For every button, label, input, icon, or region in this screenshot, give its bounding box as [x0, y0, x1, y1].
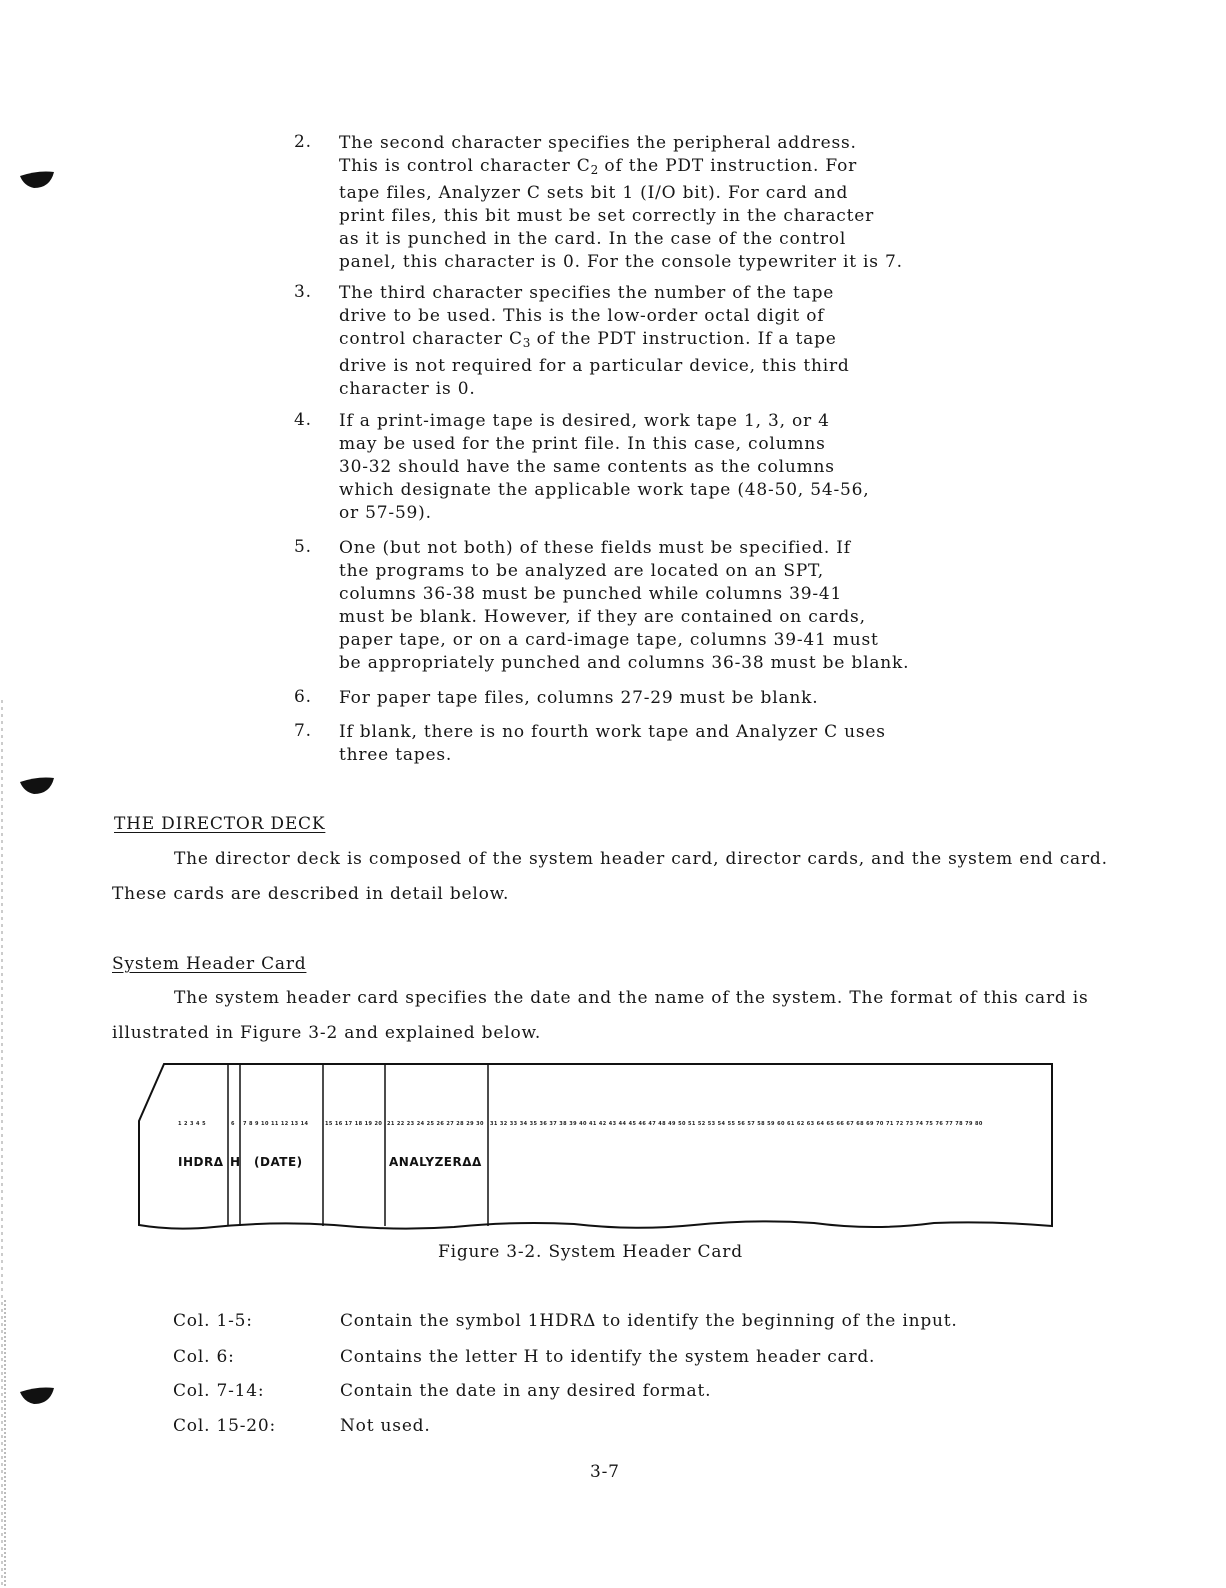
punched-card-figure	[134, 1061, 1056, 1236]
director-deck-paragraph: The director deck is composed of the system header card, director cards, and the system end card. These cards are described in detail below.	[112, 849, 1108, 904]
card-column-numbers: 31 32 33 34 35 36 37 38 39 40 41 42 43 44 45 46 47 48 49 50 51 52 53 54 55 56 57 58 59 60 61 62 63 64 65 66 67 68 69 70 71 72 73 74 75 76 77 78 79 80	[490, 1121, 983, 1127]
card-outline	[134, 1061, 1056, 1236]
column-label: Col. 1-5:	[173, 1311, 253, 1331]
note-number: 2.	[294, 132, 312, 152]
card-column-numbers: 6	[231, 1121, 235, 1127]
note-text: For paper tape files, columns 27-29 must be blank.	[339, 688, 819, 708]
note-number: 6.	[294, 687, 312, 707]
card-column-numbers: 7 8 9 10 11 12 13 14	[243, 1121, 309, 1127]
note-number: 5.	[294, 537, 312, 557]
column-description: Not used.	[340, 1416, 431, 1436]
subsection-heading-system-header-card: System Header Card	[112, 954, 307, 974]
note-text: If a print-image tape is desired, work tape 1, 3, or 4 may be used for the print file. In this case, columns 30-32 should have the same contents as the columns which designate the applicable work tape (48-50, 54-56, or 57-59).	[339, 411, 870, 523]
note-text: If blank, there is no fourth work tape and Analyzer C uses three tapes.	[339, 722, 886, 765]
note-text: One (but not both) of these fields must be specified. If the programs to be analyzed are located on an SPT, columns 36-38 must be punched while columns 39-41 must be blank. However, if they are contained on cards, paper tape, or on a card-image tape, columns 39-41 must be appropriately punched and columns 36-38 must be blank.	[339, 538, 910, 673]
section-heading-director-deck: THE DIRECTOR DECK	[114, 814, 326, 834]
card-field-h: H	[230, 1155, 241, 1169]
column-label: Col. 7-14:	[173, 1381, 265, 1401]
column-description: Contains the letter H to identify the system header card.	[340, 1347, 876, 1367]
column-description: Contain the symbol 1HDRΔ to identify the beginning of the input.	[340, 1311, 958, 1331]
column-label: Col. 15-20:	[173, 1416, 277, 1436]
note-text: The second character specifies the peripheral address. This is control character $C_2$ of the PDT instruction. For tape files, Analyzer C sets bit 1 (I/O bit). For card and print files, this bit must be set correctly in the character as it is punched in the card. In the case of the control panel, this character is 0. For the console typewriter it is 7.	[339, 133, 903, 272]
figure-caption: Figure 3-2. System Header Card	[438, 1242, 743, 1262]
note-number: 4.	[294, 410, 312, 430]
binder-tab-mark	[20, 1386, 56, 1406]
card-field-system-name: ANALYZERΔΔ	[389, 1155, 482, 1169]
binder-tab-mark	[20, 170, 56, 190]
card-field-date: (DATE)	[254, 1155, 303, 1169]
scan-edge-artifact	[0, 0, 8, 1588]
card-column-numbers: 1 2 3 4 5	[178, 1121, 206, 1127]
note-number: 3.	[294, 282, 312, 302]
binder-tab-mark	[20, 776, 56, 796]
note-number: 7.	[294, 721, 312, 741]
column-description: Contain the date in any desired format.	[340, 1381, 712, 1401]
card-column-numbers: 15 16 17 18 19 20	[325, 1121, 383, 1127]
note-text: The third character specifies the number of the tape drive to be used. This is the low-order octal digit of control character $C_3$ of the PDT instruction. If a tape drive is not required for a particular device, this third character is 0.	[339, 283, 850, 399]
card-field-ihdr: IHDRΔ	[178, 1155, 224, 1169]
page-number: 3-7	[590, 1462, 620, 1482]
column-label: Col. 6:	[173, 1347, 235, 1367]
system-header-paragraph: The system header card specifies the date and the name of the system. The format of this card is illustrated in Figure 3-2 and explained below.	[112, 988, 1089, 1043]
card-column-numbers: 21 22 23 24 25 26 27 28 29 30	[387, 1121, 484, 1127]
